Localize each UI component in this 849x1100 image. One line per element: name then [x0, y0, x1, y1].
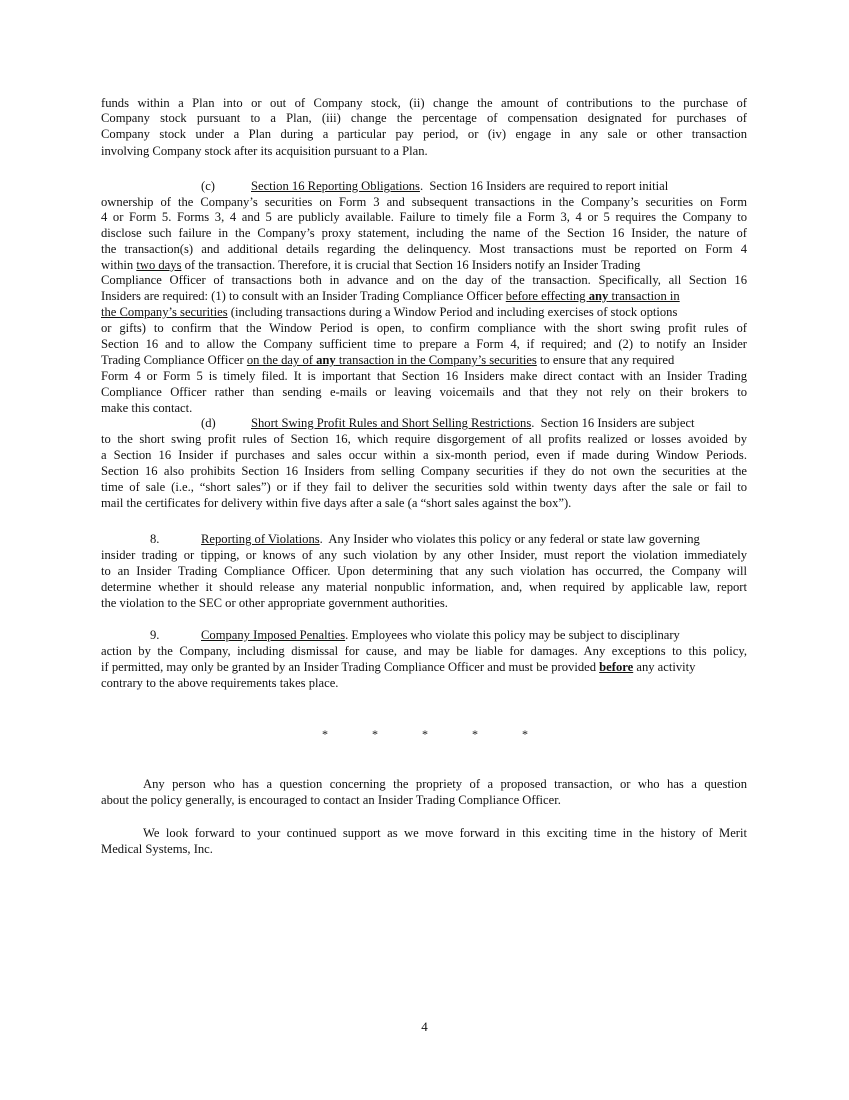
- text-line: Section 16 and to allow the Company sufficient time to prepare a Form 4, if required; and (2) to notify an Insider: [101, 337, 747, 351]
- section-heading-line: Reporting of Violations. Any Insider who violates this policy or any federal or state law governing: [201, 532, 700, 546]
- divider-star: *: [522, 727, 528, 741]
- page-number: 4: [421, 1019, 428, 1034]
- text-line: disclose such failure in the Company’s proxy statement, including the name of the Section 16 Insider, the nature of: [101, 226, 747, 240]
- text-line: time of sale (i.e., “short sales”) or if they fail to deliver the securities sold within twenty days after the sale or fail to: [101, 480, 747, 494]
- text-line: Any person who has a question concerning the propriety of a proposed transaction, or who has a question: [143, 777, 747, 791]
- divider-star: *: [472, 727, 478, 741]
- text-line: Insiders are required: (1) to consult with an Insider Trading Compliance Officer before effecting any transaction in: [101, 289, 680, 303]
- text-line: to the short swing profit rules of Section 16, which require disgorgement of all profits realized or losses avoided by: [101, 432, 747, 446]
- text-line: Medical Systems, Inc.: [101, 842, 213, 856]
- text-line: a Section 16 Insider if purchases and sales occur within a six-month period, even if made during Window Periods.: [101, 448, 747, 462]
- section-label: (c): [201, 179, 215, 193]
- text-line: contrary to the above requirements takes place.: [101, 676, 339, 690]
- text-line: action by the Company, including dismissal for cause, and may be liable for damages. Any exceptions to this policy,: [101, 644, 747, 658]
- text-line: involving Company stock after its acquisition pursuant to a Plan.: [101, 144, 428, 158]
- text-line: the transaction(s) and additional details regarding the delinquency. Most transactions must be reported on Form 4: [101, 242, 747, 256]
- text-line: determine whether it should release any material nonpublic information, and, when required by applicable law, report: [101, 580, 747, 594]
- text-line: Form 4 or Form 5 is timely filed. It is important that Section 16 Insiders make direct contact with an Insider Trading: [101, 369, 747, 383]
- text-line: mail the certificates for delivery within five days after a sale (a “short sales against the box”).: [101, 496, 572, 510]
- section-label: (d): [201, 416, 216, 430]
- text-line: or gifts) to confirm that the Window Period is open, to confirm compliance with the short swing profit rules of: [101, 321, 747, 335]
- section-heading-line: Short Swing Profit Rules and Short Selling Restrictions. Section 16 Insiders are subject: [251, 416, 695, 430]
- text-line: within two days of the transaction. Therefore, it is crucial that Section 16 Insiders notify an Insider Trading: [101, 258, 641, 272]
- text-line: Section 16 also prohibits Section 16 Insiders from selling Company securities if they do not own the securities at the: [101, 464, 747, 478]
- text-line: the Company’s securities (including transactions during a Window Period and including exercises of stock options: [101, 305, 678, 319]
- text-line: Company stock under a Plan during a particular pay period, or (iv) engage in any sale or other transaction: [101, 127, 747, 141]
- text-line: insider trading or tipping, or knows of any such violation by any other Insider, must report the violation immediately: [101, 548, 747, 562]
- section-heading: Reporting of Violations: [201, 532, 320, 546]
- section-heading-line: Company Imposed Penalties. Employees who violate this policy may be subject to disciplinary: [201, 628, 680, 642]
- text-line: ownership of the Company’s securities on Form 3 and subsequent transactions in the Company’s securities on Form: [101, 195, 747, 209]
- section-heading-line: Section 16 Reporting Obligations. Section 16 Insiders are required to report initial: [251, 179, 669, 193]
- divider-star: *: [422, 727, 428, 741]
- section-heading: Company Imposed Penalties: [201, 628, 346, 642]
- section-number: 8.: [150, 532, 160, 546]
- text-line: the violation to the SEC or other appropriate government authorities.: [101, 596, 448, 610]
- text-line: to an Insider Trading Compliance Officer. Upon determining that any such violation has occurred, the Company will: [101, 564, 747, 578]
- section-heading: Section 16 Reporting Obligations: [251, 179, 420, 193]
- text-line: if permitted, may only be granted by an Insider Trading Compliance Officer and must be provided before any activity: [101, 660, 696, 674]
- star-divider: [0, 727, 849, 743]
- text-line: Trading Compliance Officer on the day of any transaction in the Company’s securities to ensure that any required: [101, 353, 675, 367]
- text-line: We look forward to your continued support as we move forward in this exciting time in the history of Merit: [143, 826, 747, 840]
- divider-star: *: [372, 727, 378, 741]
- text-line: Compliance Officer rather than sending e-mails or leaving voicemails and that they not rely on their brokers to: [101, 385, 747, 399]
- text-line: Company stock pursuant to a Plan, (iii) change the percentage of compensation designated for purchases of: [101, 111, 747, 125]
- text-line: funds within a Plan into or out of Company stock, (ii) change the amount of contributions to the purchase of: [101, 96, 747, 110]
- section-heading: Short Swing Profit Rules and Short Selling Restrictions: [251, 416, 532, 430]
- section-number: 9.: [150, 628, 160, 642]
- text-line: 4 or Form 5. Forms 3, 4 and 5 are publicly available. Failure to timely file a Form 3, 4 or 5 requires the Company to: [101, 210, 747, 224]
- divider-star: *: [322, 727, 328, 741]
- text-line: Compliance Officer of transactions both in advance and on the day of the transaction. Specifically, all Section 16: [101, 273, 747, 287]
- text-line: make this contact.: [101, 401, 193, 415]
- text-line: about the policy generally, is encouraged to contact an Insider Trading Compliance Officer.: [101, 793, 561, 807]
